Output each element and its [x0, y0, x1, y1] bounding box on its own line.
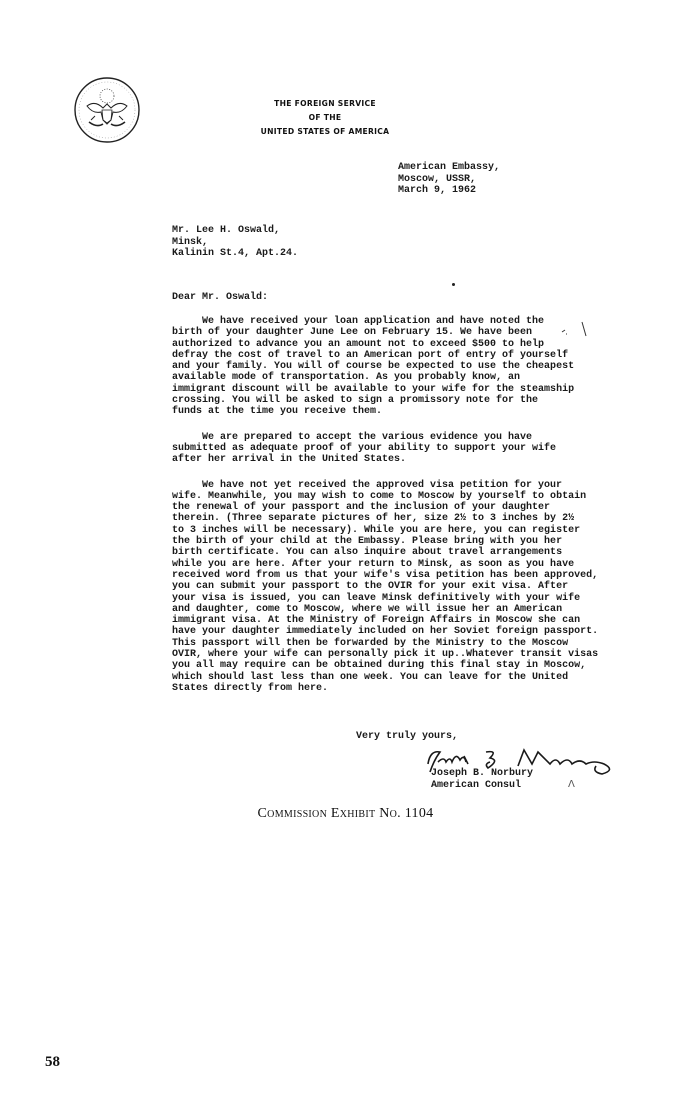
letter-date: March 9, 1962	[398, 185, 477, 196]
letterhead-line: THE FOREIGN SERVICE	[274, 99, 376, 108]
recipient-line: Mr. Lee H. Oswald,	[172, 225, 281, 236]
signer-block	[431, 768, 533, 791]
sender-address	[398, 162, 500, 197]
letterhead-line: OF THE	[308, 113, 342, 122]
signer-title: American Consul	[431, 779, 522, 791]
recipient-line: Kalinin St.4, Apt.24.	[172, 248, 299, 259]
page-number: 58	[45, 1054, 60, 1070]
signer-name: Joseph B. Norbury	[431, 768, 534, 779]
salutation: Dear Mr. Oswald:	[172, 292, 269, 303]
closing: Very truly yours,	[356, 731, 459, 742]
recipient-line: Minsk,	[172, 236, 209, 248]
margin-mark: Λ	[568, 779, 575, 790]
recipient-address	[172, 225, 298, 260]
letterhead-line: UNITED STATES OF AMERICA	[260, 127, 390, 136]
letter-body	[172, 316, 612, 708]
great-seal-eagle-icon	[73, 76, 141, 144]
exhibit-label: Commission Exhibit No. 1104	[257, 806, 434, 821]
body-paragraph: We are prepared to accept the various evidence you have submitted as adequate proof of your ability to support your wife after her arrival in the United States.	[172, 431, 557, 466]
ink-dot	[452, 283, 455, 286]
body-paragraph: We have received your loan application and have noted the birth of your daughter June Lee on February 15. We have been authorized to advance you an amount not to exceed $500 to help defray the cost of travel to an American port of entry of yourself and your family. You will of course be expected to use the cheapest available mode of transportation. As you probably know, an immigrant discount will be available to your wife for the steamship crossing. You will be asked to sign a promissory note for the funds at the time you receive them.	[172, 316, 575, 418]
sender-address-line: Moscow, USSR,	[398, 173, 477, 185]
body-paragraph: We have not yet received the approved visa petition for your wife. Meanwhile, you may wish to come to Moscow by yourself to obtain the renewal of your passport and the inclusion of your daughter therein. (Three separate pictures of her, size 2½ to 3 inches by 2½ to 3 inches will be necessary). While you are here, you can register the birth of your child at the Embassy. Please bring with you her birth certificate. You can also inquire about travel arrangements while you are here. After your return to Minsk, as soon as you have received word from us that your wife's visa petition has been approved, you can submit your passport to the OVIR for your exit visa. After your visa is issued, you can leave Minsk definitively with your wife and daughter, come to Moscow, where we will issue her an American immigrant visa. At the Ministry of Foreign Affairs in Moscow she can have your daughter immediately included on her Soviet foreign passport. This passport will then be forwarded by the Ministry to the Moscow OVIR, where your wife can personally pick it up..Whatever transit visas you all may require can be obtained during this final stay in Moscow, which should last less than one week. You can leave for the United States directly from here.	[172, 479, 599, 694]
sender-address-line: American Embassy,	[398, 162, 501, 173]
letterhead	[240, 97, 410, 139]
